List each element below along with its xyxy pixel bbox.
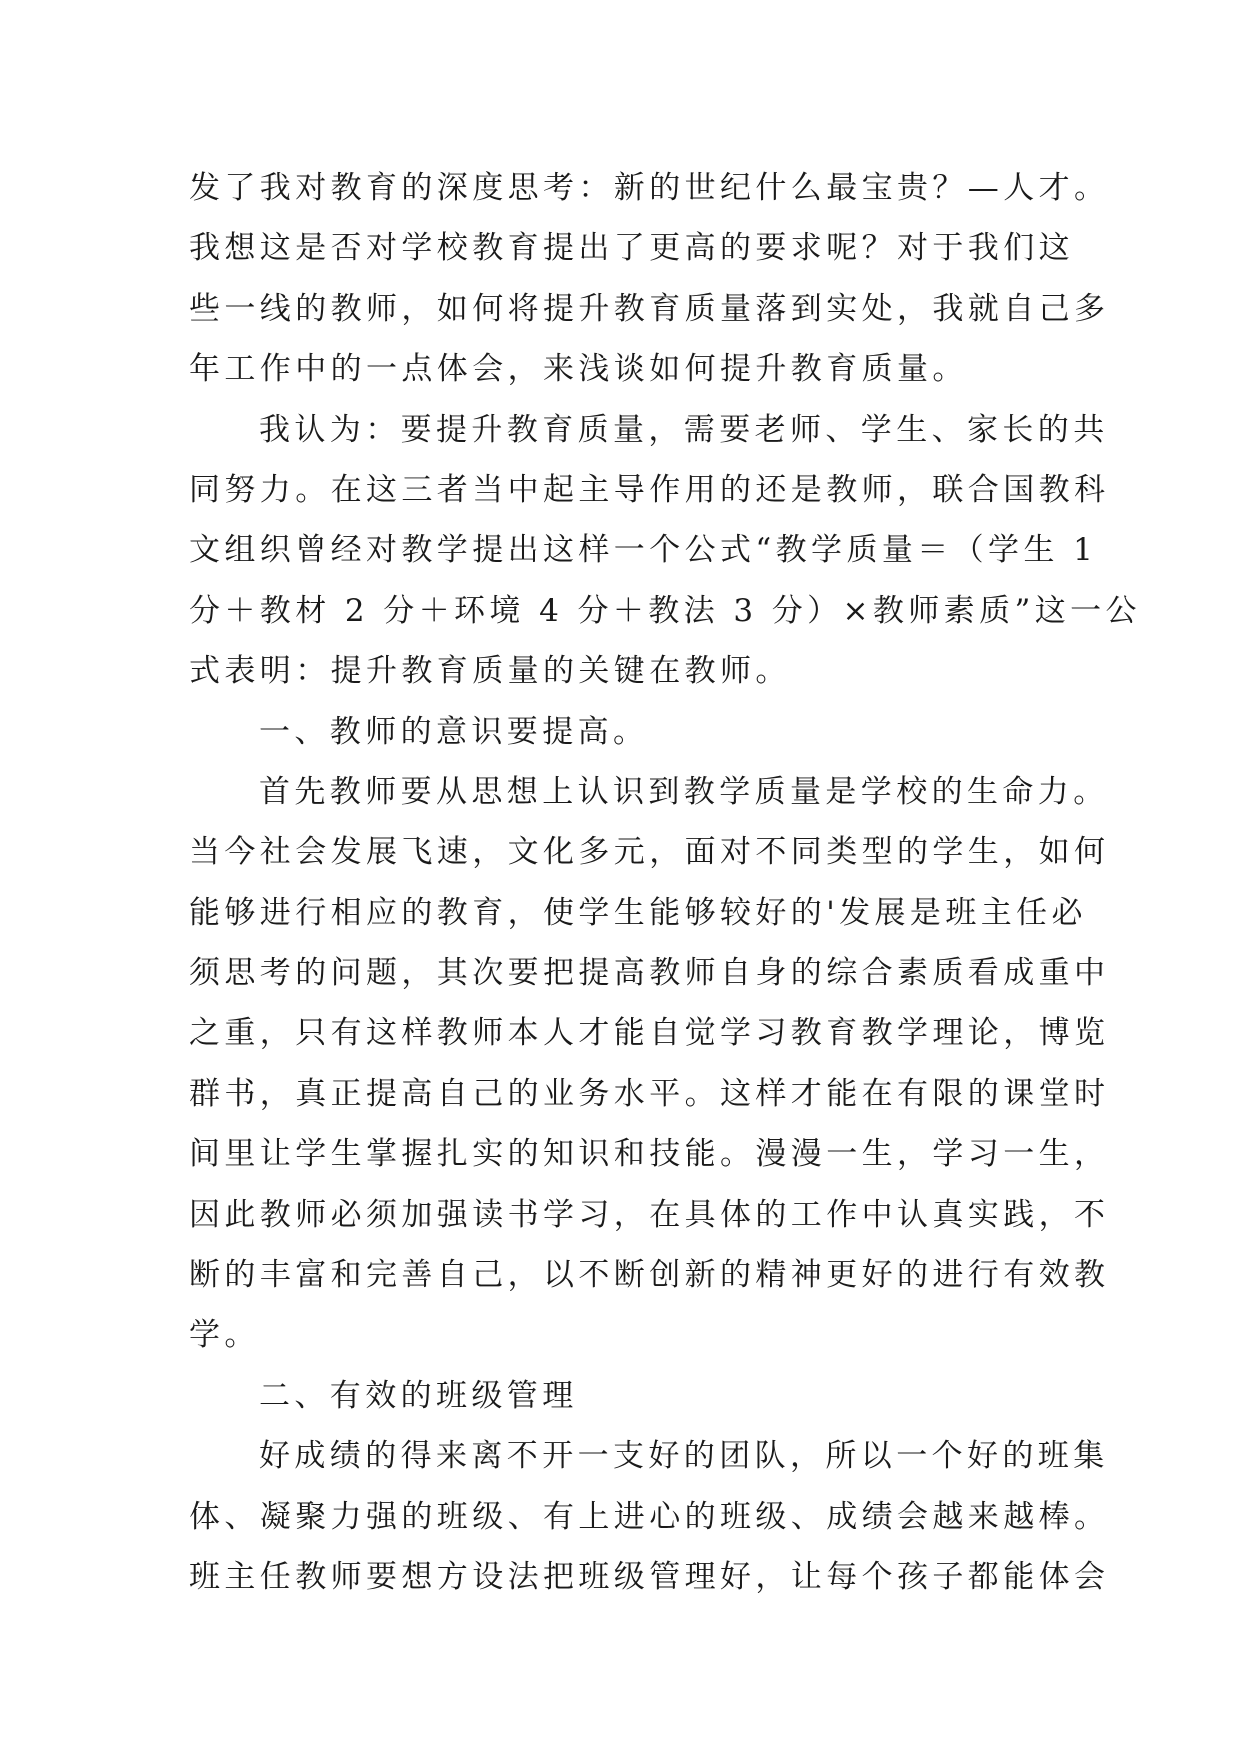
- text-line: 间里让学生掌握扎实的知识和技能。漫漫一生，学习一生，: [189, 1136, 1110, 1173]
- text-line: 分＋教材 2 分＋环境 4 分＋教法 3 分）×教师素质”这一公: [189, 592, 1141, 629]
- text-line: 我想这是否对学校教育提出了更高的要求呢？对于我们这: [189, 230, 1074, 267]
- text-line: 文组织曾经对教学提出这样一个公式“教学质量＝（学生 1: [189, 532, 1098, 569]
- text-line: 能够进行相应的教育，使学生能够较好的'发展是班主任必: [189, 894, 1087, 931]
- text-line: 体、凝聚力强的班级、有上进心的班级、成绩会越来越棒。: [189, 1498, 1110, 1535]
- text-line: 同努力。在这三者当中起主导作用的还是教师，联合国教科: [189, 471, 1110, 508]
- text-line: 因此教师必须加强读书学习，在具体的工作中认真实践，不: [189, 1196, 1110, 1233]
- text-line: 一、教师的意识要提高。: [259, 713, 649, 750]
- document-body: [189, 158, 1141, 1607]
- text-line: 些一线的教师，如何将提升教育质量落到实处，我就自己多: [189, 290, 1110, 327]
- text-line: 班主任教师要想方设法把班级管理好，让每个孩子都能体会: [189, 1558, 1110, 1595]
- text-line: 当今社会发展飞速，文化多元，面对不同类型的学生，如何: [189, 834, 1110, 871]
- text-line: 之重，只有这样教师本人才能自觉学习教育教学理论，博览: [189, 1015, 1110, 1052]
- text-line: 好成绩的得来离不开一支好的团队，所以一个好的班集: [259, 1438, 1109, 1475]
- text-line: 首先教师要从思想上认识到教学质量是学校的生命力。: [259, 773, 1109, 810]
- text-line: 我认为：要提升教育质量，需要老师、学生、家长的共: [259, 411, 1109, 448]
- text-line: 须思考的问题，其次要把提高教师自身的综合素质看成重中: [189, 955, 1110, 992]
- text-line: 发了我对教育的深度思考：新的世纪什么最宝贵？—人才。: [189, 170, 1110, 206]
- text-line: 学。: [189, 1317, 260, 1354]
- text-line: 断的丰富和完善自己，以不断创新的精神更好的进行有效教: [189, 1257, 1110, 1294]
- text-line: 群书，真正提高自己的业务水平。这样才能在有限的课堂时: [189, 1075, 1110, 1112]
- text-line: 年工作中的一点体会，来浅谈如何提升教育质量。: [189, 351, 968, 388]
- text-line: 式表明：提升教育质量的关键在教师。: [189, 653, 791, 690]
- text-line: 二、有效的班级管理: [259, 1377, 578, 1414]
